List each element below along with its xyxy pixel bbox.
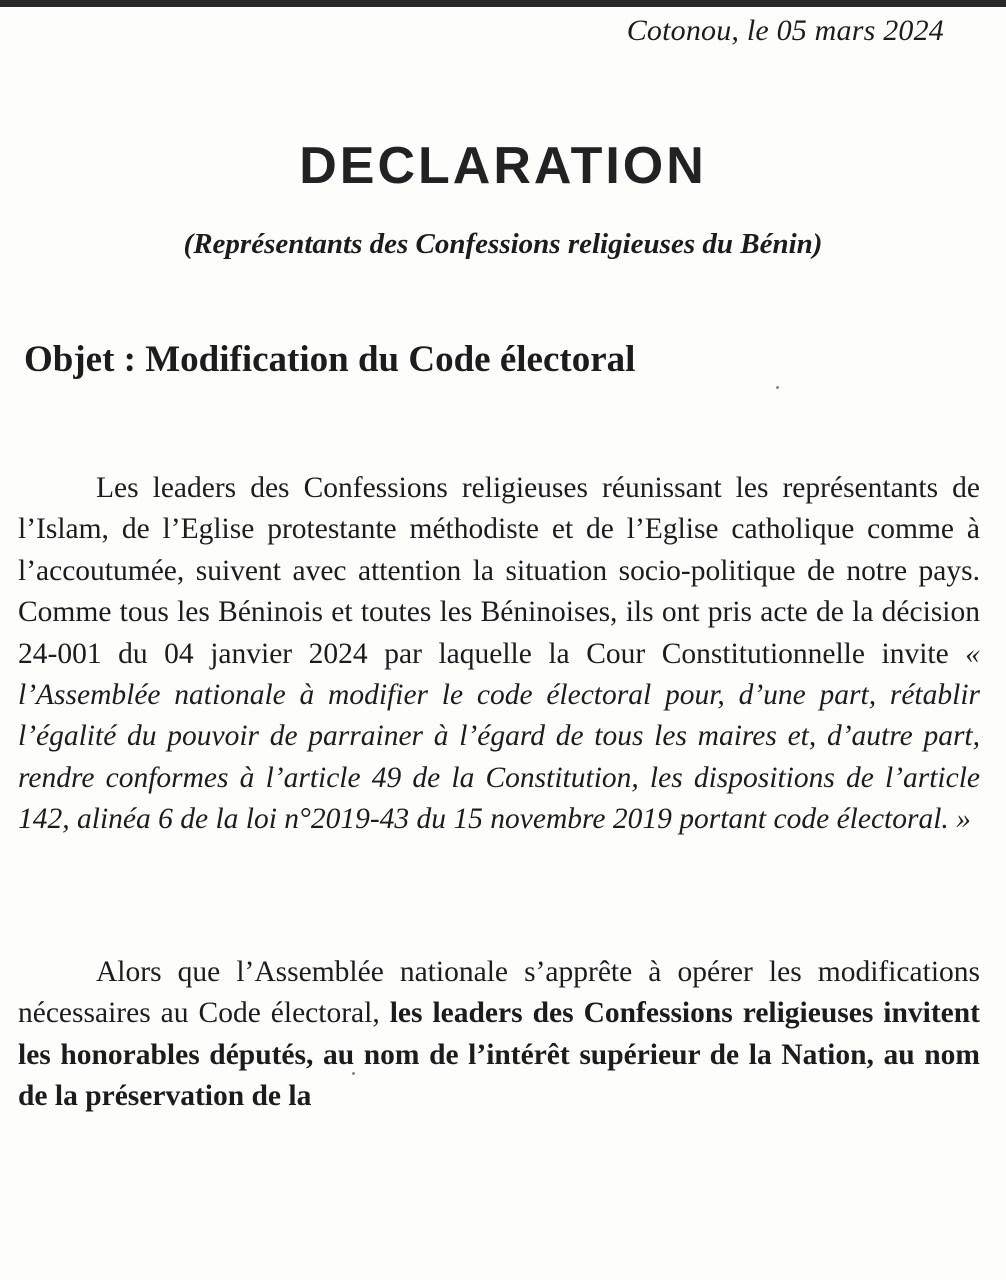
scan-speck <box>352 1072 355 1075</box>
paragraph-2-bold-text: les leaders des Confessions religieuses invitent les honorables députés, au nom de l’intérêt supérieur de la Nation, au nom de la préservation de la <box>18 997 981 1113</box>
paragraph-2-text: Alors que l’Assemblée nationale s’apprête à opérer les modifications nécessaires au Code électoral, <box>18 956 980 1030</box>
paragraph-1 <box>18 468 980 841</box>
scan-top-edge <box>0 0 1006 7</box>
paragraph-1-quote: « l’Assemblée nationale à modifier le code électoral pour, d’une part, rétablir l’égalité du pouvoir de parrainer à l’égard de tous les maires et, d’autre part, rendre conformes à l’article 49 de la Constitution, les dispositions de l’article 142, alinéa 6 de la loi n°2019-43 du 15 novembre 2019 portant code électoral. » <box>18 637 980 836</box>
scan-speck <box>776 386 779 389</box>
document-subtitle: (Représentants des Confessions religieuses du Bénin) <box>183 228 823 260</box>
subject-line: Objet : Modification du Code électoral <box>24 339 636 380</box>
paragraph-2 <box>18 952 980 1118</box>
date-line: Cotonou, le 05 mars 2024 <box>626 14 944 47</box>
document-title: DECLARATION <box>299 137 707 195</box>
paragraph-1-text: Les leaders des Confessions religieuses réunissant les représentants de l’Islam, de l’Eglise protestante méthodiste et de l’Eglise catholique comme à l’accoutumée, suivent avec attention la situation socio-politique de notre pays. Comme tous les Béninois et toutes les Béninoises, ils ont pris acte de la décision 24-001 du 04 janvier 2024 par laquelle la Cour Constitutionnelle invite <box>18 472 980 670</box>
